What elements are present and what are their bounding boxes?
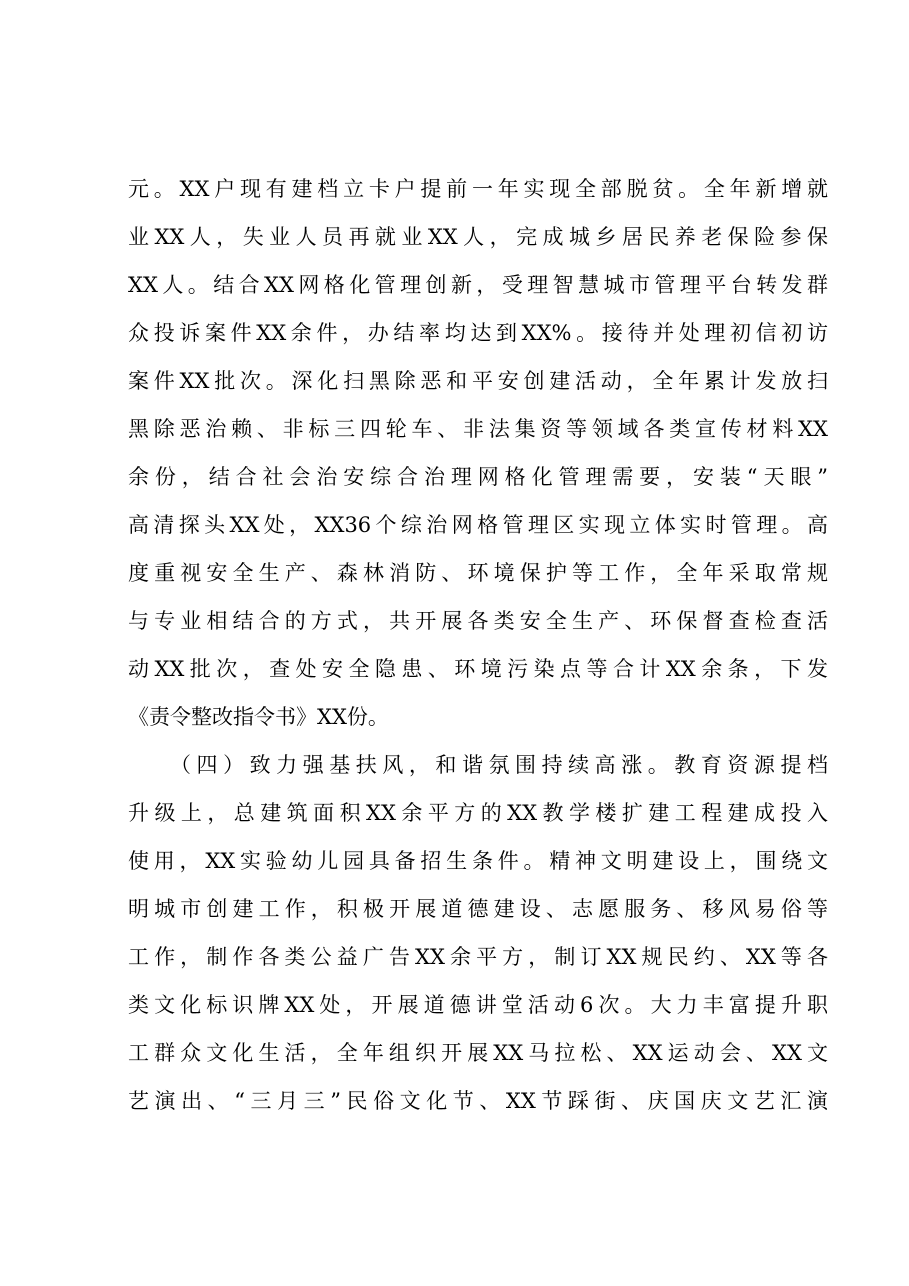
text-line: 众投诉案件XX余件，办结率均达到XX%。接待并处理初信初访: [128, 321, 828, 345]
text-line: 《责令整改指令书》XX份。: [128, 705, 389, 729]
text-line: 明城市创建工作，积极开展道德建设、志愿服务、移风易俗等: [128, 897, 828, 921]
text-line: XX人。结合XX网格化管理创新，受理智慧城市管理平台转发群: [128, 273, 828, 297]
text-line: 升级上，总建筑面积XX余平方的XX教学楼扩建工程建成投入: [128, 801, 828, 825]
paragraph-1: [128, 165, 828, 741]
text-line-indented: （四）致力强基扶风，和谐氛围持续高涨。教育资源提档: [170, 753, 828, 777]
text-line: 工群众文化生活，全年组织开展XX马拉松、XX运动会、XX文: [128, 1041, 828, 1065]
text-line: 度重视安全生产、森林消防、环境保护等工作，全年采取常规: [128, 561, 828, 585]
text-line: 类文化标识牌XX处，开展道德讲堂活动6次。大力丰富提升职: [128, 993, 828, 1017]
paragraph-2: [128, 741, 828, 1125]
text-line: 业XX人，失业人员再就业XX人，完成城乡居民养老保险参保: [128, 225, 828, 249]
text-line: 使用，XX实验幼儿园具备招生条件。精神文明建设上，围绕文: [128, 849, 828, 873]
text-line: 艺演出、“三月三”民俗文化节、XX节踩街、庆国庆文艺汇演: [128, 1089, 828, 1113]
text-line: 高清探头XX处，XX36个综治网格管理区实现立体实时管理。高: [128, 513, 828, 537]
text-line: 工作，制作各类公益广告XX余平方，制订XX规民约、XX等各: [128, 945, 828, 969]
text-line: 与专业相结合的方式，共开展各类安全生产、环保督查检查活: [128, 609, 828, 633]
text-line: 案件XX批次。深化扫黑除恶和平安创建活动，全年累计发放扫: [128, 369, 828, 393]
text-line: 黑除恶治赖、非标三四轮车、非法集资等领域各类宣传材料XX: [128, 417, 828, 441]
text-line: 元。XX户现有建档立卡户提前一年实现全部脱贫。全年新增就: [128, 177, 828, 201]
text-line: 余份，结合社会治安综合治理网格化管理需要，安装“天眼”: [128, 465, 828, 489]
body-text: [128, 165, 828, 1125]
text-line: 动XX批次，查处安全隐患、环境污染点等合计XX余条，下发: [128, 657, 828, 681]
